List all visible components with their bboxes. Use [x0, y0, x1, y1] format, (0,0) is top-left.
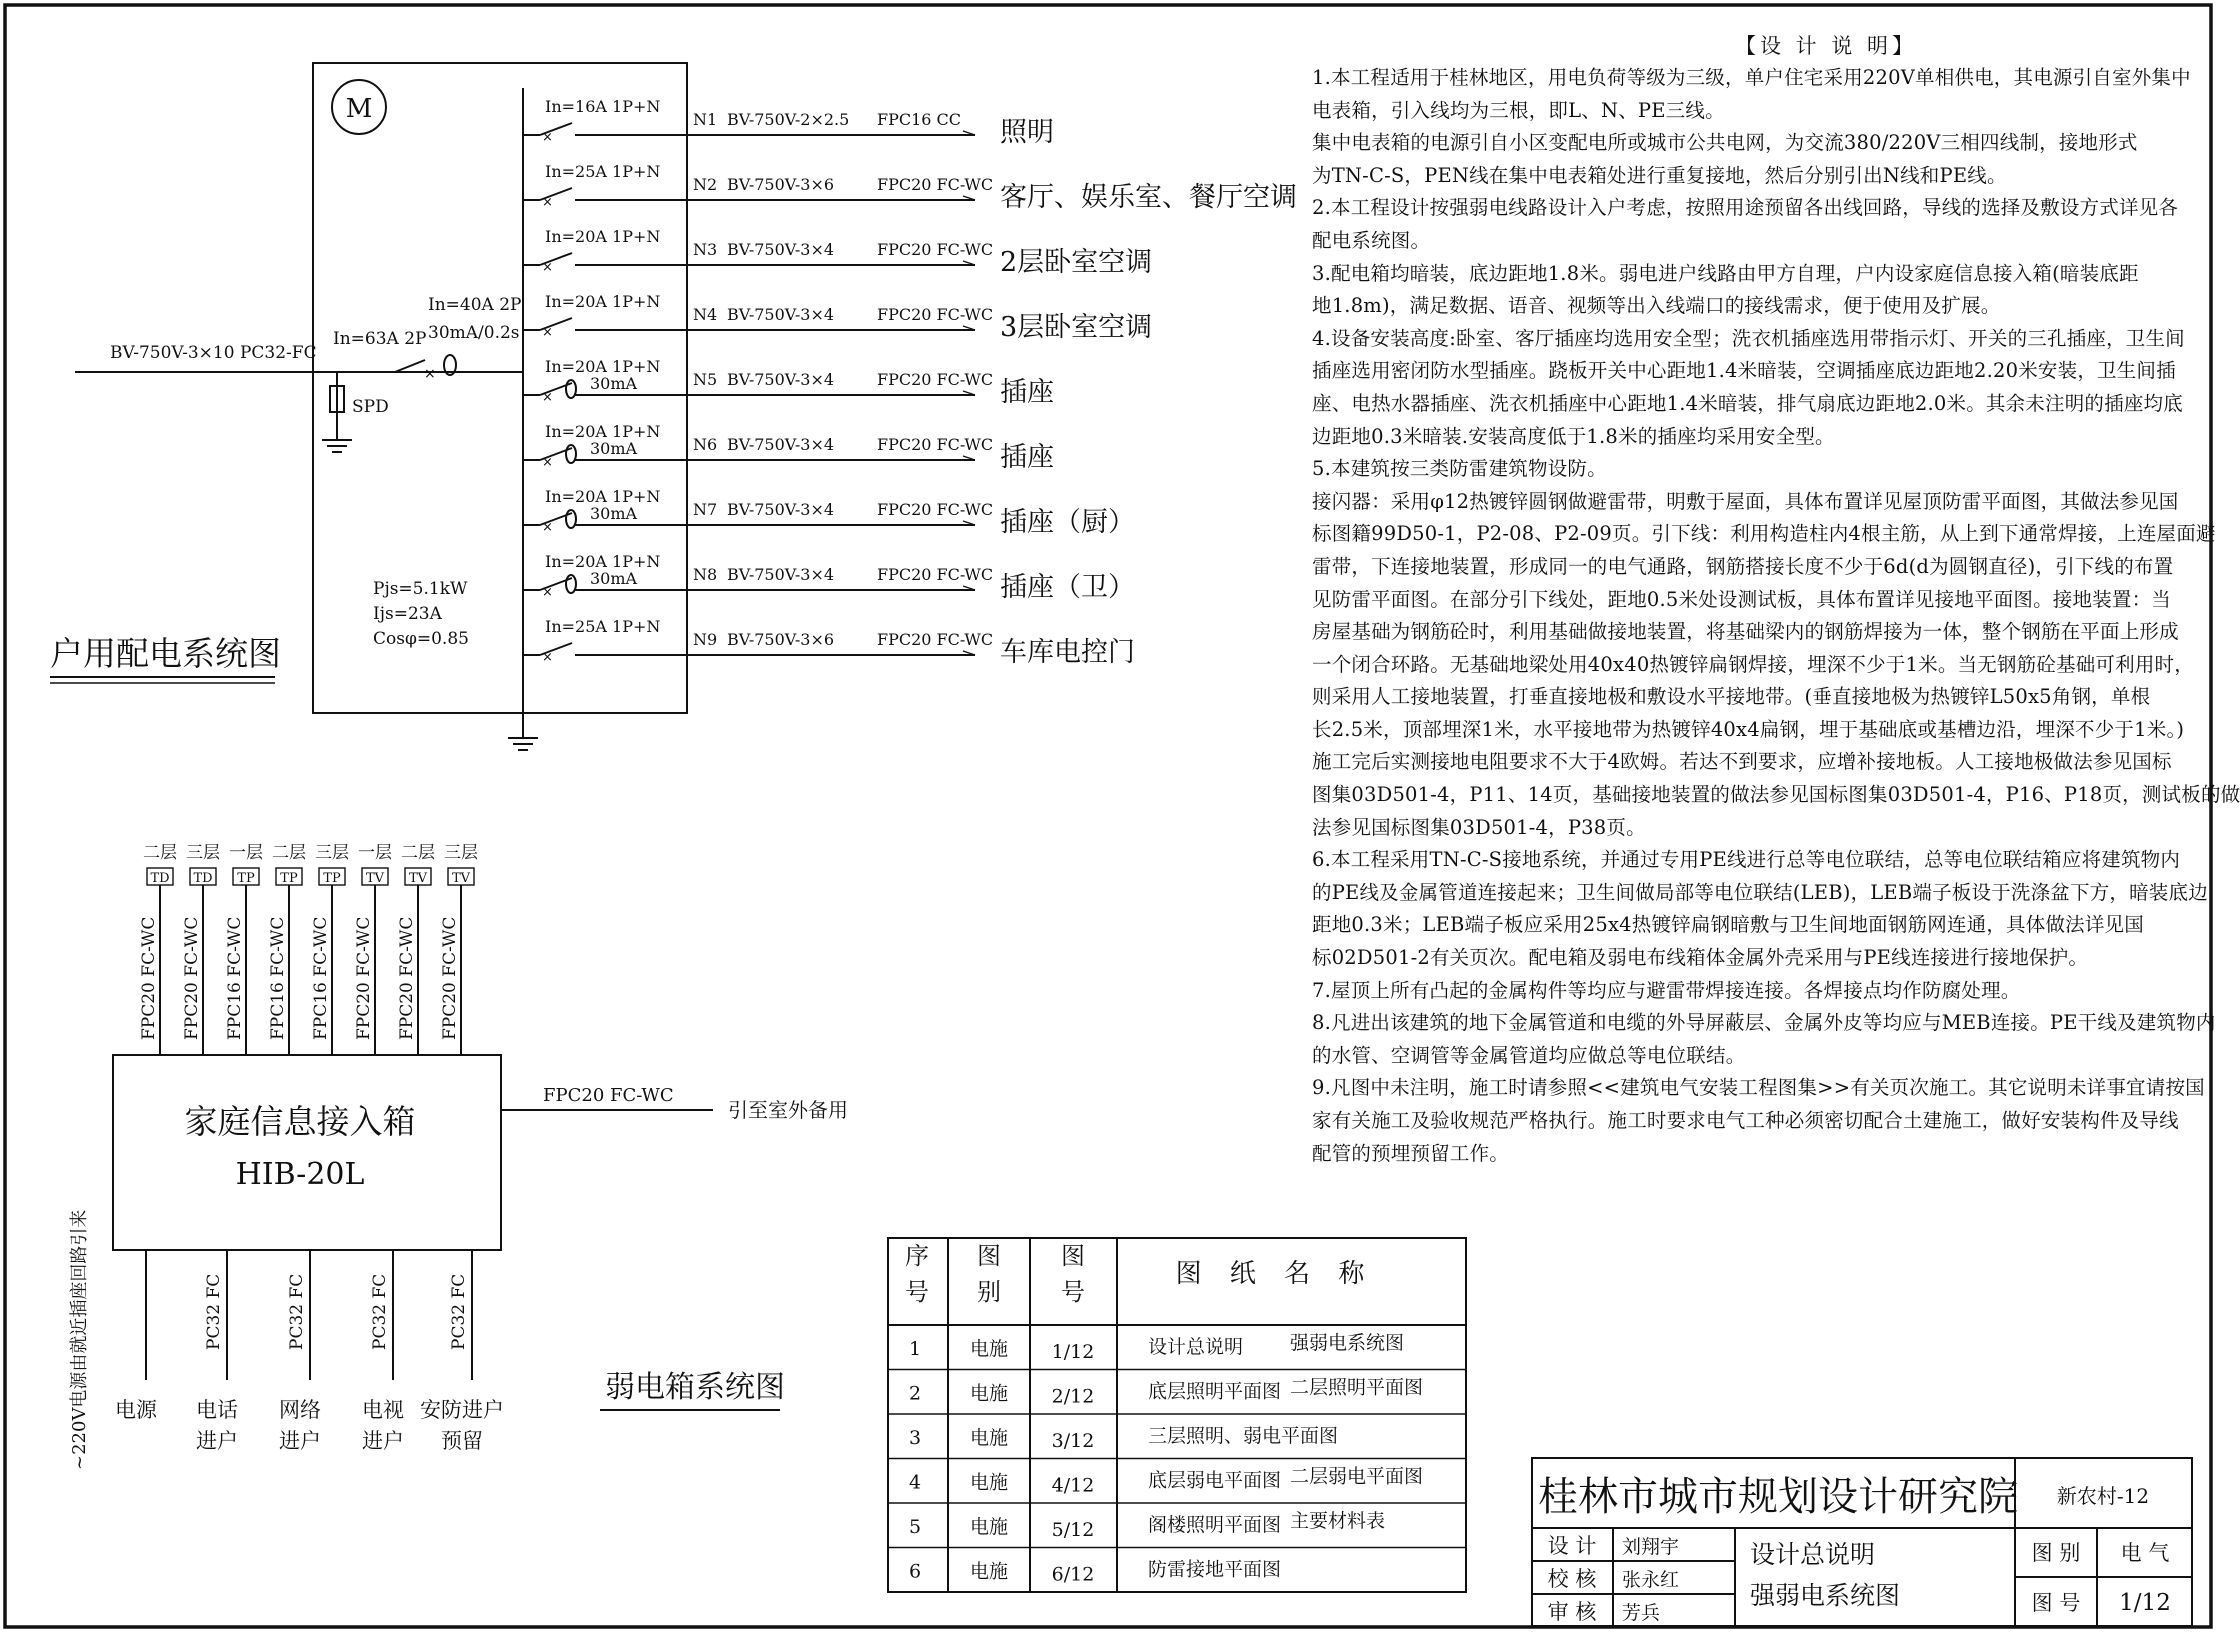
feed-label-2: 预留	[441, 1429, 483, 1453]
outlet-type: TP	[280, 871, 298, 886]
circuit-breaker-label: In=20A 1P+N	[545, 487, 661, 506]
circuit-cable: BV-750V-3×4	[727, 565, 835, 584]
circuit-N7	[523, 487, 1135, 538]
breaker-cross-icon: ×	[542, 390, 553, 405]
institute-name: 桂林市城市规划设计研究院	[1538, 1474, 2018, 1520]
main-breaker-cross-icon: ×	[424, 366, 436, 382]
row-name-1: 底层照明平面图	[1148, 1380, 1282, 1403]
outlet-type: TP	[323, 871, 341, 886]
weak-current-diagram	[69, 843, 848, 1470]
circuit-cable: BV-750V-3×4	[727, 370, 835, 389]
circuit-id: N7	[693, 500, 718, 519]
circuit-load: 客厅、娱乐室、餐厅空调	[1000, 182, 1297, 213]
outlet-conduit: FPC20 FC-WC	[139, 916, 159, 1040]
note-line: 长2.5米，顶部埋深1米，水平接地带为热镀锌40x4扁钢，埋于基础底或基槽边沿，埋深不少于1米。)	[1312, 717, 2185, 741]
outlet-floor: 三层	[186, 843, 220, 863]
breaker-cross-icon: ×	[542, 520, 553, 535]
circuit-id: N9	[693, 630, 718, 649]
note-line: 5.本建筑按三类防雷建筑物设防。	[1312, 457, 1607, 481]
load-calc-cos: Cosφ=0.85	[373, 629, 469, 649]
row-no: 4	[908, 1471, 922, 1494]
role-check: 校 核	[1547, 1567, 1597, 1591]
outlet-floor: 三层	[444, 843, 478, 863]
feed-label-2: 进户	[196, 1429, 238, 1453]
note-line: 施工完后实测接地电阻要求不大于4欧姆。若达不到要求，应增补接地板。人工接地极做法参见国标	[1312, 750, 2172, 774]
circuit-breaker-label: In=20A 1P+N	[545, 552, 661, 571]
row-name-2: 强弱电系统图	[1290, 1332, 1405, 1354]
outlet-floor: 三层	[315, 843, 349, 863]
circuit-cable: BV-750V-3×6	[727, 175, 835, 194]
note-line: 接闪器：采用φ12热镀锌圆钢做避雷带，明敷于屋面，具体布置详见屋顶防雷平面图，其做法参见国	[1312, 489, 2179, 513]
row-num: 3/12	[1051, 1430, 1095, 1452]
outlet-conduit: FPC20 FC-WC	[440, 916, 460, 1040]
side-line-label: 引至室外备用	[728, 1098, 848, 1122]
outlet-conduit: FPC20 FC-WC	[397, 916, 417, 1040]
note-line: 1.本工程适用于桂林地区，用电负荷等级为三级，单户住宅采用220V单相供电，其电源引自室外集中	[1312, 66, 2191, 89]
outlet-floor: 二层	[143, 843, 177, 863]
note-line: 的PE线及金属管道连接起来；卫生间做局部等电位联结(LEB)，LEB端子板设于洗涤盆下方，暗装底边	[1312, 880, 2208, 904]
outlet-type: TD	[193, 871, 213, 886]
feed-label: 安防进户	[420, 1398, 504, 1422]
rcd-label: In=40A 2P	[428, 295, 522, 315]
circuit-N9	[523, 617, 1135, 668]
row-num: 2/12	[1051, 1385, 1095, 1408]
circuit-load: 插座	[1000, 377, 1054, 408]
circuit-N6	[523, 422, 1054, 473]
note-line: 家有关施工及验收规范严格执行。施工时要求电气工种必须密切配合土建施工，做好安装构件及导线	[1312, 1109, 2179, 1132]
outlet-2	[225, 843, 263, 1055]
breaker-cross-icon: ×	[542, 260, 553, 275]
row-no: 6	[908, 1560, 922, 1583]
circuit-load: 2层卧室空调	[1000, 247, 1153, 278]
project-code: 新农村-12	[2056, 1484, 2150, 1508]
table-row	[888, 1503, 1466, 1541]
table-row	[888, 1414, 1466, 1452]
category-label: 图 别	[2031, 1541, 2081, 1565]
info-box-name: 家庭信息接入箱	[184, 1102, 416, 1141]
feed-conduit: PC32 FC	[287, 1273, 307, 1350]
row-type: 电施	[969, 1560, 1009, 1583]
breaker-cross-icon: ×	[542, 130, 553, 145]
header-num-2: 号	[1061, 1278, 1085, 1306]
title-block	[1532, 1458, 2192, 1626]
drawing-title-2: 强弱电系统图	[1750, 1581, 1901, 1610]
outlet-type: TP	[237, 871, 255, 886]
feed-label-2: 进户	[362, 1429, 404, 1453]
row-num: 1/12	[1051, 1341, 1095, 1363]
load-calc-pjs: Pjs=5.1kW	[373, 579, 468, 599]
note-line: 房屋基础为钢筋砼时，利用基础做接地装置，将基础梁内的钢筋焊接为一体，整个钢筋在平面上形成	[1312, 620, 2179, 644]
drawing-list-table	[888, 1238, 1466, 1592]
category-value: 电 气	[2120, 1541, 2170, 1565]
load-calc-ijs: Ijs=23A	[373, 604, 442, 624]
feed-conduit: PC32 FC	[204, 1273, 224, 1350]
outlet-conduit: FPC16 FC-WC	[225, 916, 245, 1040]
outlet-conduit: FPC20 FC-WC	[354, 916, 374, 1040]
note-line: 见防雷平面图。在部分引下线处，距地0.5米处设测试板，具体布置详见接地平面图。接地装置：当	[1312, 587, 2172, 611]
circuit-N8	[523, 552, 1135, 603]
circuit-N5	[523, 357, 1054, 408]
circuit-load: 插座（厨）	[1000, 507, 1135, 538]
header-seq-1: 序	[905, 1242, 929, 1270]
circuit-conduit: FPC20 FC-WC	[877, 370, 994, 389]
weak-system-title: 弱电箱系统图	[605, 1370, 785, 1405]
meter-label: M	[345, 94, 373, 124]
outlet-conduit: FPC16 FC-WC	[311, 916, 331, 1040]
outlet-list	[139, 843, 478, 1055]
outlet-floor: 二层	[401, 843, 435, 863]
header-type-2: 别	[977, 1278, 1001, 1306]
outlet-5	[354, 843, 392, 1055]
note-line: 的水管、空调管等金属管道均应做总等电位联结。	[1312, 1043, 1746, 1067]
circuit-id: N4	[693, 305, 718, 324]
checker-name: 张永红	[1622, 1569, 1680, 1591]
note-line: 法参见国标图集03D501-4，P38页。	[1312, 815, 1646, 839]
rcd-rating-label: 30mA/0.2s	[428, 323, 520, 343]
row-name-1: 三层照明、弱电平面图	[1148, 1425, 1339, 1447]
feed-label: 电视	[362, 1398, 404, 1422]
power-distribution-diagram	[50, 63, 1297, 750]
circuit-rcd-label: 30mA	[590, 439, 638, 458]
circuit-id: N1	[693, 110, 718, 129]
circuit-cable: BV-750V-2×2.5	[727, 110, 850, 129]
circuit-load: 照明	[1000, 117, 1054, 148]
row-type: 电施	[969, 1516, 1009, 1538]
row-no: 2	[908, 1382, 922, 1405]
row-type: 电施	[969, 1427, 1009, 1449]
main-breaker-symbol	[395, 360, 425, 372]
feed-3	[362, 1250, 404, 1453]
table-row	[909, 1332, 1404, 1363]
note-line: 标图籍99D50-1，P2-08、P2-09页。引下线：利用构造柱内4根主筋，从上到下通常焊接，上连屋面避	[1312, 522, 2216, 546]
row-name-1: 防雷接地平面图	[1148, 1558, 1282, 1581]
header-type-1: 图	[977, 1242, 1001, 1270]
note-line: 3.配电箱均暗装，底边距地1.8米。弱电进户线路由甲方自理，户内设家庭信息接入箱(暗装底距	[1312, 261, 2139, 285]
circuit-id: N8	[693, 565, 718, 584]
note-line: 图集03D501-4，P11、14页，基础接地装置的做法参见国标图集03D501-4，P16、P18页，测试板的做	[1312, 783, 2240, 807]
table-row	[888, 1370, 1466, 1408]
row-no: 1	[908, 1338, 922, 1360]
outlet-floor: 一层	[229, 843, 263, 863]
breaker-cross-icon: ×	[542, 195, 553, 210]
circuit-list	[523, 97, 1297, 668]
circuit-conduit: FPC20 FC-WC	[877, 500, 994, 519]
circuit-load: 车库电控门	[1000, 637, 1135, 668]
feed-label-2: 进户	[279, 1429, 321, 1453]
outlet-type: TV	[365, 871, 385, 886]
circuit-conduit: FPC20 FC-WC	[877, 305, 994, 324]
circuit-conduit: FPC20 FC-WC	[877, 175, 994, 194]
table-row	[888, 1548, 1466, 1586]
header-num-1: 图	[1061, 1242, 1085, 1270]
bottom-feed-list	[115, 1250, 504, 1453]
circuit-breaker-label: In=16A 1P+N	[545, 97, 661, 116]
circuit-cable: BV-750V-3×4	[727, 500, 835, 519]
circuit-N1	[523, 97, 1054, 148]
row-type: 电施	[969, 1471, 1009, 1494]
circuit-N2	[523, 162, 1297, 213]
row-num: 5/12	[1051, 1519, 1095, 1541]
note-line: 则采用人工接地装置，打垂直接地极和敷设水平接地带。(垂直接地极为热镀锌L50x5角钢，单根	[1312, 685, 2151, 709]
note-line: 插座选用密闭防水型插座。跷板开关中心距地1.4米暗装，空调插座底边距地2.20米安装，卫生间插	[1312, 359, 2176, 383]
outlet-floor: 一层	[358, 843, 392, 863]
info-box-model: HIB-20L	[235, 1157, 365, 1192]
number-label: 图 号	[2031, 1591, 2081, 1615]
number-value: 1/12	[2119, 1590, 2171, 1616]
breaker-cross-icon: ×	[542, 455, 553, 470]
role-review: 审 核	[1547, 1600, 1597, 1624]
circuit-id: N5	[693, 370, 718, 389]
row-num: 4/12	[1051, 1474, 1095, 1497]
outlet-7	[440, 843, 478, 1055]
circuit-cable: BV-750V-3×4	[727, 240, 835, 259]
feed-0	[115, 1250, 158, 1422]
circuit-N3	[523, 227, 1152, 278]
feed-4	[420, 1250, 504, 1453]
row-name-2: 二层照明平面图	[1290, 1376, 1424, 1399]
outlet-1	[182, 843, 220, 1055]
row-name-2: 二层弱电平面图	[1290, 1465, 1424, 1488]
feed-1	[196, 1250, 238, 1453]
outlet-type: TV	[408, 871, 428, 886]
note-line: 2.本工程设计按强弱电线路设计入户考虑，按照用途预留各出线回路，导线的选择及敷设方式详见各	[1312, 196, 2179, 220]
drawing-title-1: 设计总说明	[1750, 1540, 1876, 1569]
circuit-breaker-label: In=20A 1P+N	[545, 227, 661, 246]
note-line: 一个闭合环路。无基础地梁处用40x40热镀锌扁钢焊接，埋深不少于1米。当无钢筋砼基础可利用时，	[1312, 652, 2194, 676]
design-notes	[1312, 62, 2240, 1170]
circuit-breaker-label: In=25A 1P+N	[545, 162, 661, 181]
note-line: 电表箱，引入线均为三根，即L、N、PE三线。	[1312, 98, 1725, 122]
outlet-conduit: FPC16 FC-WC	[268, 916, 288, 1040]
row-num: 6/12	[1051, 1563, 1095, 1586]
circuit-conduit: FPC16 CC	[877, 110, 962, 129]
circuit-breaker-label: In=20A 1P+N	[545, 357, 661, 376]
outlet-0	[139, 843, 177, 1055]
outlet-type: TD	[150, 871, 170, 886]
circuit-conduit: FPC20 FC-WC	[877, 630, 994, 649]
row-type: 电施	[969, 1382, 1009, 1405]
feed-conduit: PC32 FC	[370, 1273, 390, 1350]
circuit-conduit: FPC20 FC-WC	[877, 240, 994, 259]
circuit-id: N3	[693, 240, 718, 259]
circuit-load: 插座	[1000, 442, 1054, 473]
row-name-2: 主要材料表	[1290, 1510, 1386, 1532]
outlet-4	[311, 843, 349, 1055]
note-line: 座、电热水器插座、洗衣机插座中心距地1.4米暗装，排气扇底边距地2.0米。其余未注明的插座均底	[1312, 391, 2183, 415]
row-no: 3	[908, 1427, 922, 1449]
circuit-N4	[523, 292, 1152, 343]
power-source-note: ~220V电源由就近插座回路引来	[69, 1209, 90, 1470]
circuit-cable: BV-750V-3×4	[727, 305, 835, 324]
designer-name: 刘翔宇	[1622, 1536, 1680, 1558]
row-type: 电施	[969, 1338, 1009, 1360]
note-line: 配管的预埋预留工作。	[1312, 1141, 1510, 1165]
header-name: 图 纸 名 称	[1175, 1259, 1375, 1289]
circuit-cable: BV-750V-3×4	[727, 435, 835, 454]
note-line: 为TN-C-S，PEN线在集中电表箱处进行重复接地，然后分别引出N线和PE线。	[1312, 163, 2007, 187]
note-line: 4.设备安装高度:卧室、客厅插座均选用安全型；洗衣机插座选用带指示灯、开关的三孔插座，卫生间	[1312, 326, 2185, 350]
breaker-cross-icon: ×	[542, 650, 553, 665]
row-name-1: 底层弱电平面图	[1148, 1469, 1282, 1492]
breaker-cross-icon: ×	[542, 325, 553, 340]
note-line: 雷带，下连接地装置，形成同一的电气通路，钢筋搭接长度不少于6d(d为圆钢直径)，引下线的布置	[1312, 554, 2174, 578]
notes-title: 【设 计 说 明】	[1735, 34, 1918, 58]
note-line: 6.本工程采用TN-C-S接地系统，并通过专用PE线进行总等电位联结，总等电位联结箱应将建筑物内	[1312, 848, 2181, 872]
circuit-cable: BV-750V-3×6	[727, 630, 835, 649]
circuit-conduit: FPC20 FC-WC	[877, 435, 994, 454]
note-line: 标02D501-2有关页次。配电箱及弱电布线箱体金属外壳采用与PE线连接进行接地保护。	[1312, 946, 2089, 970]
note-line: 地1.8m)，满足数据、语音、视频等出入线端口的接线需求，便于使用及扩展。	[1312, 294, 2001, 318]
note-line: 8.凡进出该建筑的地下金属管道和电缆的外导屏蔽层、金属外皮等均应与MEB连接。PE干线及建筑物内	[1312, 1011, 2216, 1035]
feed-2	[279, 1250, 321, 1453]
breaker-cross-icon: ×	[542, 585, 553, 600]
note-line: 9.凡图中未注明，施工时请参照<<建筑电气安装工程图集>>有关页次施工。其它说明未详事宜请按国	[1312, 1076, 2205, 1100]
side-conduit-label: FPC20 FC-WC	[543, 1085, 674, 1106]
row-name-1: 阁楼照明平面图	[1148, 1514, 1282, 1536]
incoming-cable-label: BV-750V-3×10 PC32-FC	[110, 343, 317, 363]
note-line: 距地0.3米；LEB端子板应采用25x4热镀锌扁钢暗敷与卫生间地面钢筋网连通，具体做法详见国	[1312, 913, 2144, 937]
outlet-floor: 二层	[272, 843, 306, 863]
reviewer-name: 芳兵	[1622, 1602, 1661, 1624]
note-line: 配电系统图。	[1312, 228, 1431, 252]
outlet-type: TV	[451, 871, 471, 886]
outlet-3	[268, 843, 306, 1055]
header-seq-2: 号	[905, 1278, 929, 1306]
table-row	[888, 1459, 1466, 1497]
main-breaker-label: In=63A 2P	[333, 329, 427, 349]
row-name-1: 设计总说明	[1148, 1336, 1244, 1358]
spd-label: SPD	[352, 397, 389, 417]
circuit-conduit: FPC20 FC-WC	[877, 565, 994, 584]
role-design: 设 计	[1547, 1534, 1597, 1558]
circuit-load: 3层卧室空调	[1000, 312, 1153, 343]
circuit-breaker-label: In=20A 1P+N	[545, 422, 661, 441]
circuit-load: 插座（卫）	[1000, 572, 1135, 603]
feed-label: 网络	[279, 1398, 321, 1422]
circuit-id: N6	[693, 435, 718, 454]
circuit-rcd-label: 30mA	[590, 504, 638, 523]
outlet-conduit: FPC20 FC-WC	[182, 916, 202, 1040]
feed-label: 电源	[115, 1398, 157, 1422]
circuit-rcd-label: 30mA	[590, 374, 638, 393]
feed-label: 电话	[196, 1398, 238, 1422]
outlet-6	[397, 843, 435, 1055]
feed-conduit: PC32 FC	[449, 1273, 469, 1350]
circuit-rcd-label: 30mA	[590, 569, 638, 588]
circuit-breaker-label: In=25A 1P+N	[545, 617, 661, 636]
power-system-title: 户用配电系统图	[50, 634, 281, 673]
note-line: 7.屋顶上所有凸起的金属构件等均应与避雷带焊接连接。各焊接点均作防腐处理。	[1312, 978, 2021, 1002]
note-line: 边距地0.3米暗装.安装高度低于1.8米的插座均采用安全型。	[1312, 424, 1835, 448]
circuit-breaker-label: In=20A 1P+N	[545, 292, 661, 311]
row-no: 5	[908, 1516, 922, 1538]
note-line: 集中电表箱的电源引自小区变配电所或城市公共电网，为交流380/220V三相四线制，接地形式	[1312, 131, 2138, 155]
circuit-id: N2	[693, 175, 718, 194]
info-box	[113, 1055, 501, 1250]
